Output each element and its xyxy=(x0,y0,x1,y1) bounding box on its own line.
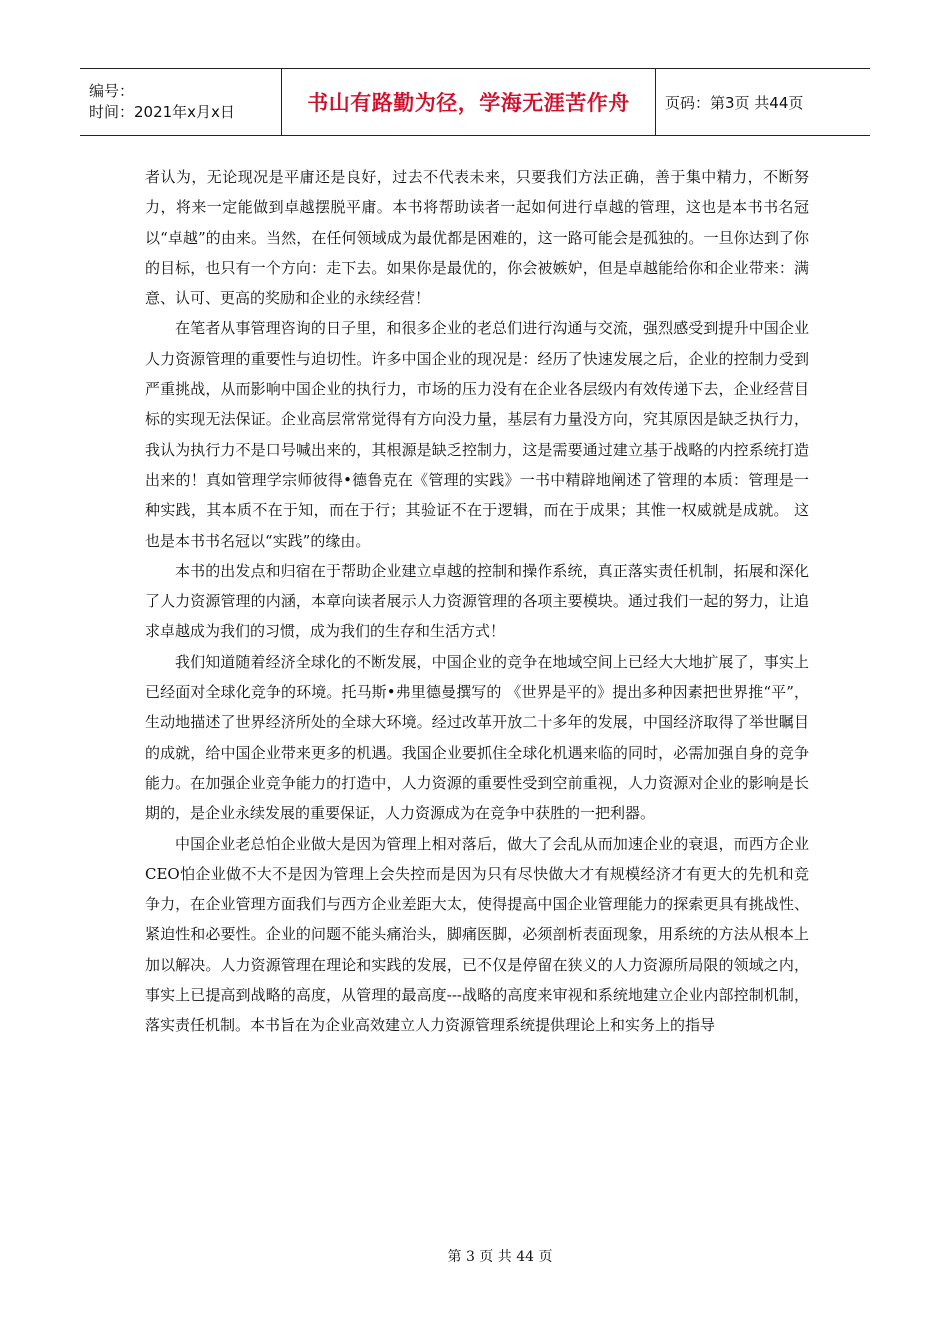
header-page-number: 页码：第3页 共44页 xyxy=(665,93,804,112)
page-header xyxy=(80,68,870,136)
page-footer: 第 3 页 共 44 页 xyxy=(447,1249,553,1265)
document-date-label: 时间：2021年x月x日 xyxy=(89,103,235,121)
header-motto: 书山有路勤为径，学海无涯苦作舟 xyxy=(282,69,656,135)
paragraph: 我们知道随着经济全球化的不断发展，中国企业的竞争在地域空间上已经大大地扩展了，事实上已经面对全球化竞争的环境。托马斯•弗里德曼撰写的 《世界是平的》提出多种因素把世界推“平”，生动地描述了世界经济所处的全球大环境。经过改革开放二十多年的发展，中国经济取得了举世瞩目的成就，给中国企业带来更多的机遇。我国企业要抓住全球化机遇来临的同时，必需加强自身的竞争能力。在加强企业竞争能力的打造中，人力资源的重要性受到空前重视，人力资源对企业的影响是长期的，是企业永续发展的重要保证，人力资源成为在竞争中获胜的一把利器。 xyxy=(145,652,809,823)
paragraph: 本书的出发点和归宿在于帮助企业建立卓越的控制和操作系统，真正落实责任机制，拓展和深化了人力资源管理的内涵，本章向读者展示人力资源管理的各项主要模块。通过我们一起的努力，让追求卓越成为我们的习惯，成为我们的生存和生活方式！ xyxy=(145,561,809,641)
paragraph: 中国企业老总怕企业做大是因为管理上相对落后，做大了会乱从而加速企业的衰退，而西方企业CEO怕企业做不大不是因为管理上会失控而是因为只有尽快做大才有规模经济才有更大的先机和竞争力，在企业管理方面我们与西方企业差距大太，使得提高中国企业管理能力的探索更具有挑战性、紧迫性和必要性。企业的问题不能头痛治头，脚痛医脚，必须剖析表面现象，用系统的方法从根本上加以解决。人力资源管理在理论和实践的发展，已不仅是停留在狭义的人力资源所局限的领域之内，事实上已提高到战略的高度，从管理的最高度---战略的高度来审视和系统地建立企业内部控制机制，落实责任机制。本书旨在为企业高效建立人力资源管理系统提供理论上和实务上的指导 xyxy=(145,834,809,1035)
paragraph-continuation: 者认为，无论现况是平庸还是良好，过去不代表未来，只要我们方法正确，善于集中精力，不断努力，将来一定能做到卓越摆脱平庸。本书将帮助读者一起如何进行卓越的管理，这也是本书书名冠以“卓越”的由来。当然，在任何领域成为最优都是困难的，这一路可能会是孤独的。一旦你达到了你的目标，也只有一个方向：走下去。如果你是最优的，你会被嫉妒，但是卓越能给你和企业带来：满意、认可、更高的奖励和企业的永续经营！ xyxy=(145,168,809,308)
document-number-label: 编号： xyxy=(89,82,135,100)
document-body xyxy=(145,162,809,1041)
paragraph: 在笔者从事管理咨询的日子里，和很多企业的老总们进行沟通与交流，强烈感受到提升中国企业人力资源管理的重要性与迫切性。许多中国企业的现况是：经历了快速发展之后，企业的控制力受到严重挑战，从而影响中国企业的执行力，市场的压力没有在企业各层级内有效传递下去，企业经营目标的实现无法保证。企业高层常常觉得有方向没力量，基层有力量没方向，究其原因是缺乏执行力，我认为执行力不是口号喊出来的，其根源是缺乏控制力，这是需要通过建立基于战略的内控系统打造出来的！真如管理学宗师彼得•德鲁克在《管理的实践》一书中精辟地阐述了管理的本质：管理是一种实践，其本质不在于知，而在于行；其验证不在于逻辑，而在于成果；其惟一权威就是成就。 这也是本书书名冠以“实践”的缘由。 xyxy=(145,319,809,550)
header-meta xyxy=(80,69,282,135)
